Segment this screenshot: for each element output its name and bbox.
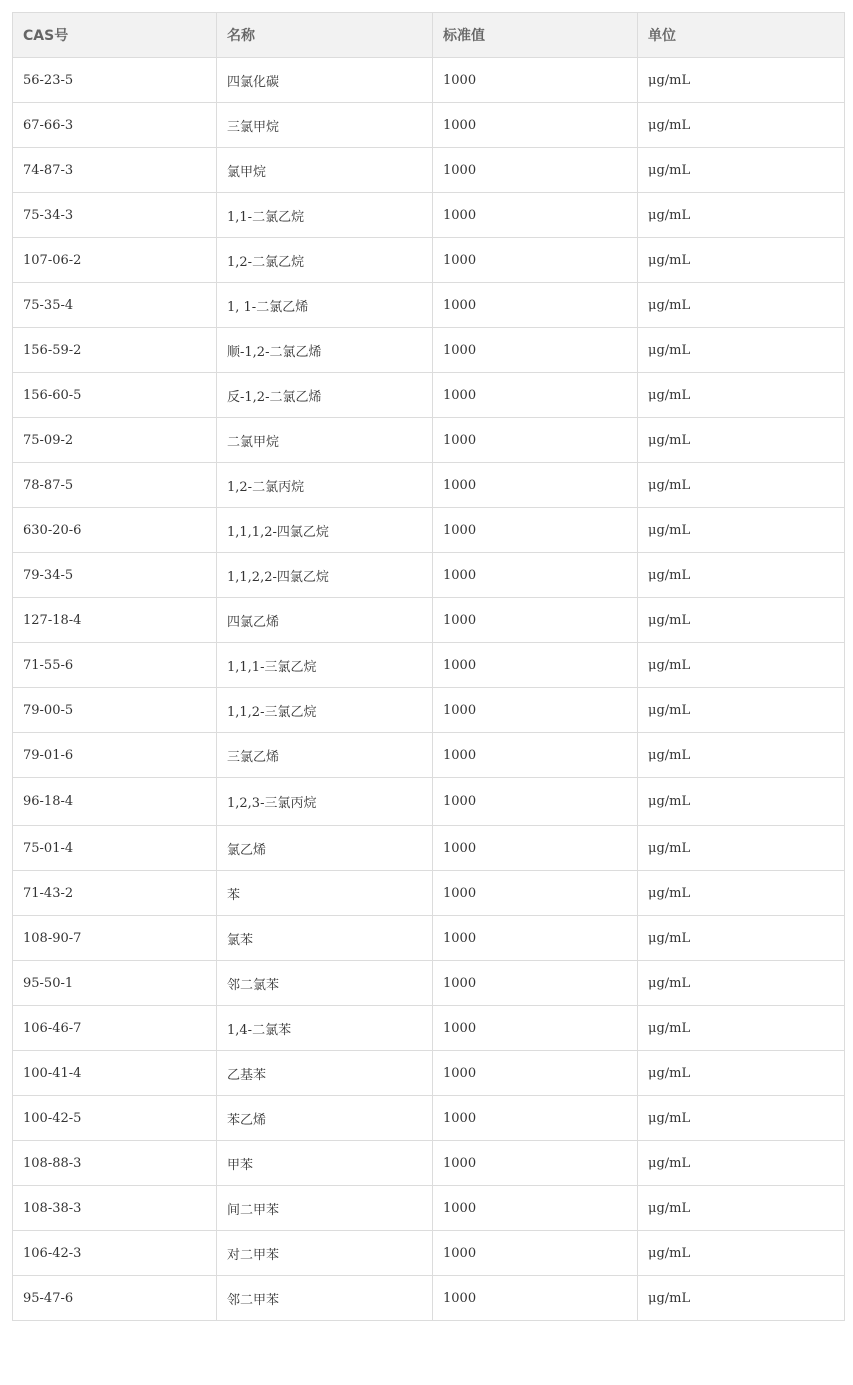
cell-cas: 100-41-4 <box>13 1051 217 1096</box>
table-row <box>13 58 845 103</box>
cell-unit: μg/mL <box>638 598 845 643</box>
cell-unit: μg/mL <box>638 1141 845 1186</box>
cell-standard-value: 1000 <box>433 916 638 961</box>
cell-standard-value: 1000 <box>433 238 638 283</box>
cell-standard-value: 1000 <box>433 826 638 871</box>
cell-unit: μg/mL <box>638 463 845 508</box>
table-row <box>13 373 845 418</box>
cell-standard-value: 1000 <box>433 778 638 826</box>
cell-standard-value: 1000 <box>433 1096 638 1141</box>
cell-cas: 67-66-3 <box>13 103 217 148</box>
cell-standard-value: 1000 <box>433 643 638 688</box>
cell-unit: μg/mL <box>638 1051 845 1096</box>
cell-standard-value: 1000 <box>433 553 638 598</box>
cell-cas: 108-38-3 <box>13 1186 217 1231</box>
table-row <box>13 871 845 916</box>
table-row <box>13 463 845 508</box>
cell-name: 甲苯 <box>217 1141 433 1186</box>
cell-cas: 100-42-5 <box>13 1096 217 1141</box>
cell-unit: μg/mL <box>638 961 845 1006</box>
cell-unit: μg/mL <box>638 58 845 103</box>
cell-name: 1, 1-二氯乙烯 <box>217 283 433 328</box>
cell-unit: μg/mL <box>638 643 845 688</box>
cell-cas: 79-01-6 <box>13 733 217 778</box>
cell-name: 氯甲烷 <box>217 148 433 193</box>
cell-cas: 71-43-2 <box>13 871 217 916</box>
cell-name: 对二甲苯 <box>217 1231 433 1276</box>
standards-table <box>12 12 845 1321</box>
cell-standard-value: 1000 <box>433 733 638 778</box>
table-row <box>13 328 845 373</box>
header-unit: 单位 <box>638 13 845 58</box>
table-row <box>13 961 845 1006</box>
cell-unit: μg/mL <box>638 1006 845 1051</box>
cell-unit: μg/mL <box>638 1276 845 1321</box>
table-row <box>13 598 845 643</box>
cell-standard-value: 1000 <box>433 193 638 238</box>
table-row <box>13 1276 845 1321</box>
cell-unit: μg/mL <box>638 778 845 826</box>
cell-name: 氯苯 <box>217 916 433 961</box>
cell-name: 1,1,1-三氯乙烷 <box>217 643 433 688</box>
cell-unit: μg/mL <box>638 193 845 238</box>
cell-name: 1,1-二氯乙烷 <box>217 193 433 238</box>
table-row <box>13 238 845 283</box>
cell-cas: 75-09-2 <box>13 418 217 463</box>
cell-name: 三氯甲烷 <box>217 103 433 148</box>
cell-standard-value: 1000 <box>433 418 638 463</box>
cell-name: 1,1,1,2-四氯乙烷 <box>217 508 433 553</box>
table-row <box>13 418 845 463</box>
cell-cas: 106-46-7 <box>13 1006 217 1051</box>
cell-unit: μg/mL <box>638 871 845 916</box>
cell-standard-value: 1000 <box>433 283 638 328</box>
cell-standard-value: 1000 <box>433 463 638 508</box>
cell-cas: 96-18-4 <box>13 778 217 826</box>
cell-name: 邻二氯苯 <box>217 961 433 1006</box>
cell-cas: 79-00-5 <box>13 688 217 733</box>
table-header-row <box>13 13 845 58</box>
cell-standard-value: 1000 <box>433 688 638 733</box>
cell-standard-value: 1000 <box>433 1006 638 1051</box>
cell-cas: 127-18-4 <box>13 598 217 643</box>
table-row <box>13 1231 845 1276</box>
table-row <box>13 103 845 148</box>
table-row <box>13 688 845 733</box>
cell-standard-value: 1000 <box>433 103 638 148</box>
cell-name: 二氯甲烷 <box>217 418 433 463</box>
cell-standard-value: 1000 <box>433 1276 638 1321</box>
cell-name: 反-1,2-二氯乙烯 <box>217 373 433 418</box>
cell-name: 四氯化碳 <box>217 58 433 103</box>
cell-name: 间二甲苯 <box>217 1186 433 1231</box>
cell-standard-value: 1000 <box>433 1051 638 1096</box>
cell-unit: μg/mL <box>638 1231 845 1276</box>
cell-standard-value: 1000 <box>433 328 638 373</box>
cell-cas: 75-01-4 <box>13 826 217 871</box>
cell-cas: 56-23-5 <box>13 58 217 103</box>
cell-cas: 156-60-5 <box>13 373 217 418</box>
cell-name: 1,1,2,2-四氯乙烷 <box>217 553 433 598</box>
cell-cas: 75-35-4 <box>13 283 217 328</box>
cell-name: 乙基苯 <box>217 1051 433 1096</box>
cell-cas: 95-50-1 <box>13 961 217 1006</box>
cell-standard-value: 1000 <box>433 148 638 193</box>
cell-unit: μg/mL <box>638 1186 845 1231</box>
table-header <box>13 13 845 58</box>
cell-name: 1,4-二氯苯 <box>217 1006 433 1051</box>
table-body <box>13 58 845 1321</box>
cell-standard-value: 1000 <box>433 871 638 916</box>
cell-unit: μg/mL <box>638 688 845 733</box>
cell-standard-value: 1000 <box>433 1231 638 1276</box>
cell-cas: 108-88-3 <box>13 1141 217 1186</box>
table-row <box>13 778 845 826</box>
table-row <box>13 1186 845 1231</box>
cell-name: 苯乙烯 <box>217 1096 433 1141</box>
table-row <box>13 1141 845 1186</box>
cell-name: 1,2,3-三氯丙烷 <box>217 778 433 826</box>
cell-cas: 78-87-5 <box>13 463 217 508</box>
cell-standard-value: 1000 <box>433 373 638 418</box>
header-cas: CAS号 <box>13 13 217 58</box>
cell-cas: 106-42-3 <box>13 1231 217 1276</box>
cell-cas: 79-34-5 <box>13 553 217 598</box>
table-row <box>13 1051 845 1096</box>
cell-unit: μg/mL <box>638 103 845 148</box>
cell-cas: 95-47-6 <box>13 1276 217 1321</box>
cell-name: 三氯乙烯 <box>217 733 433 778</box>
cell-cas: 71-55-6 <box>13 643 217 688</box>
table-row <box>13 283 845 328</box>
table-row <box>13 148 845 193</box>
table-row <box>13 1006 845 1051</box>
table-row <box>13 733 845 778</box>
cell-cas: 630-20-6 <box>13 508 217 553</box>
cell-standard-value: 1000 <box>433 598 638 643</box>
table-row <box>13 508 845 553</box>
cell-cas: 156-59-2 <box>13 328 217 373</box>
cell-name: 1,2-二氯乙烷 <box>217 238 433 283</box>
header-standard-value: 标准值 <box>433 13 638 58</box>
cell-unit: μg/mL <box>638 826 845 871</box>
cell-unit: μg/mL <box>638 553 845 598</box>
cell-unit: μg/mL <box>638 238 845 283</box>
cell-name: 苯 <box>217 871 433 916</box>
cell-name: 邻二甲苯 <box>217 1276 433 1321</box>
cell-name: 四氯乙烯 <box>217 598 433 643</box>
cell-cas: 75-34-3 <box>13 193 217 238</box>
cell-unit: μg/mL <box>638 733 845 778</box>
cell-name: 1,2-二氯丙烷 <box>217 463 433 508</box>
cell-standard-value: 1000 <box>433 58 638 103</box>
table-row <box>13 193 845 238</box>
cell-unit: μg/mL <box>638 283 845 328</box>
cell-cas: 107-06-2 <box>13 238 217 283</box>
cell-cas: 108-90-7 <box>13 916 217 961</box>
table-row <box>13 1096 845 1141</box>
cell-standard-value: 1000 <box>433 961 638 1006</box>
cell-name: 氯乙烯 <box>217 826 433 871</box>
cell-standard-value: 1000 <box>433 1141 638 1186</box>
table-row <box>13 553 845 598</box>
cell-name: 顺-1,2-二氯乙烯 <box>217 328 433 373</box>
cell-unit: μg/mL <box>638 148 845 193</box>
cell-unit: μg/mL <box>638 328 845 373</box>
cell-standard-value: 1000 <box>433 508 638 553</box>
table-row <box>13 916 845 961</box>
cell-standard-value: 1000 <box>433 1186 638 1231</box>
cell-name: 1,1,2-三氯乙烷 <box>217 688 433 733</box>
cell-unit: μg/mL <box>638 418 845 463</box>
header-name: 名称 <box>217 13 433 58</box>
table-row <box>13 826 845 871</box>
cell-cas: 74-87-3 <box>13 148 217 193</box>
table-row <box>13 643 845 688</box>
cell-unit: μg/mL <box>638 1096 845 1141</box>
cell-unit: μg/mL <box>638 373 845 418</box>
cell-unit: μg/mL <box>638 916 845 961</box>
cell-unit: μg/mL <box>638 508 845 553</box>
